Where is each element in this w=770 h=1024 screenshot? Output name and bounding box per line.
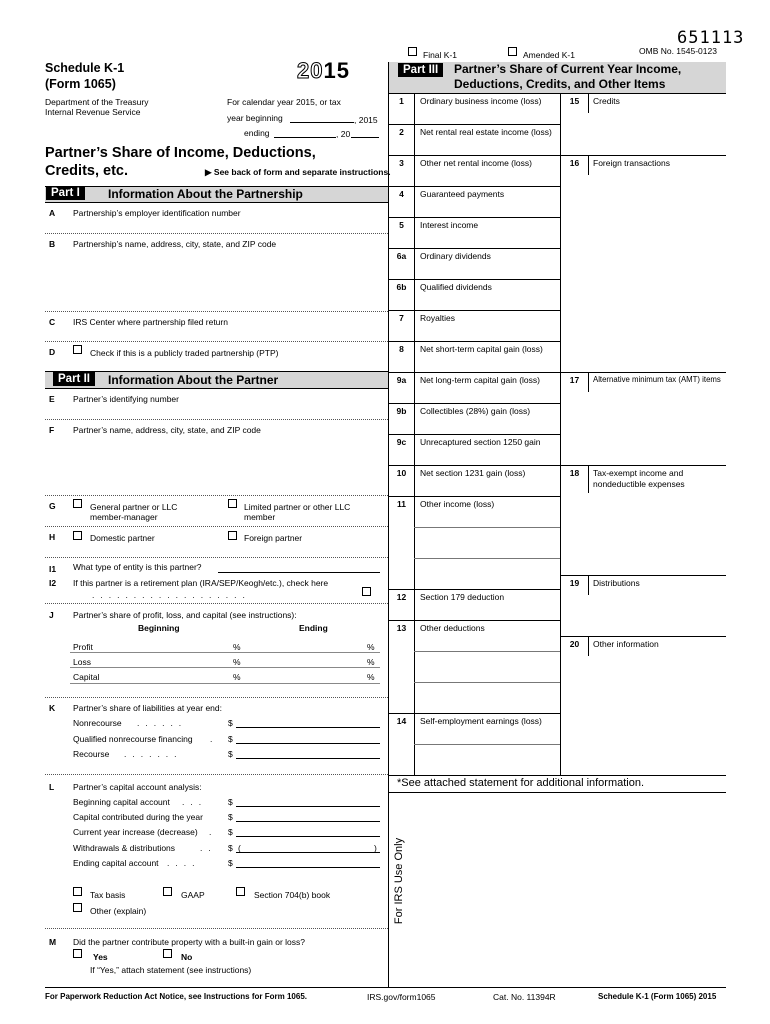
part3-line-2-number: 2 <box>399 127 404 137</box>
line-I2-letter: I2 <box>49 578 57 588</box>
limited-partner-checkbox[interactable] <box>228 499 237 508</box>
line-I2-label: If this partner is a retirement plan (IRA/SEP/Keogh/etc.), check here <box>73 578 329 588</box>
part3-line-14-number: 14 <box>396 716 407 726</box>
m-note: If “Yes,” attach statement (see instructions) <box>90 965 252 975</box>
final-k1-label: Final K-1 <box>423 50 458 60</box>
beg-capital-dollar: $ <box>228 797 233 807</box>
line-E-label: Partner’s identifying number <box>73 394 179 404</box>
part3-line-7-label: Royalties <box>420 313 455 323</box>
general-partner-label: General partner or LLC <box>90 502 178 512</box>
capital-label: Capital <box>73 672 100 682</box>
part3-line-10[interactable] <box>389 465 560 496</box>
line-B-label: Partnership’s name, address, city, state, and ZIP code <box>73 239 277 249</box>
line-A-label: Partnership’s employer identification number <box>73 208 241 218</box>
line-F-letter: F <box>49 425 55 435</box>
line-M-letter: M <box>49 937 57 947</box>
omb-number: OMB No. 1545-0123 <box>639 46 717 56</box>
year-beginning-label: year beginning <box>227 113 283 123</box>
gaap-checkbox[interactable] <box>163 887 172 896</box>
withdrawals-dollar: $ <box>228 843 233 853</box>
form-id: 651113 <box>677 28 745 48</box>
part3-line-13-number: 13 <box>396 623 407 633</box>
part3-line-13[interactable] <box>389 620 560 651</box>
part3-line-14-label: Self-employment earnings (loss) <box>420 716 542 726</box>
part3-line-9b-number: 9b <box>396 406 407 416</box>
footer-form-ref: Schedule K-1 (Form 1065) 2015 <box>598 992 717 1001</box>
year-2015-label: , 2015 <box>354 115 378 125</box>
ending-capital-label: Ending capital account <box>73 858 159 868</box>
part3-line-19-number: 19 <box>569 578 580 588</box>
part3-line-16[interactable] <box>561 155 726 185</box>
part3-line-1-number: 1 <box>399 96 404 106</box>
line-I1-label: What type of entity is this partner? <box>73 562 202 572</box>
part3-line-9c[interactable] <box>389 434 560 465</box>
schedule-title: Schedule K-1 <box>45 61 125 75</box>
part1-label: Part I <box>46 186 85 200</box>
part3-title-line1: Partner’s Share of Current Year Income, <box>454 62 682 76</box>
part3-line-11[interactable] <box>389 496 560 527</box>
j-beginning-header: Beginning <box>138 623 180 633</box>
line-K-label: Partner’s share of liabilities at year end: <box>73 703 222 713</box>
entity-type-field[interactable] <box>218 572 380 573</box>
qnf-dollar: $ <box>228 734 233 744</box>
see-back-note: ▶ See back of form and separate instructions. <box>205 167 391 177</box>
nonrecourse-dollar: $ <box>228 718 233 728</box>
irs: Internal Revenue Service <box>45 107 141 117</box>
part3-line-12-label: Section 179 deduction <box>420 592 505 602</box>
recourse-label: Recourse <box>73 749 110 759</box>
part3-line-18-label2: nondeductible expenses <box>593 479 685 489</box>
part3-line-11-number: 11 <box>397 499 406 509</box>
part3-line-14[interactable] <box>389 713 560 744</box>
contributed-field[interactable] <box>236 821 380 822</box>
m-no-label: No <box>181 952 193 962</box>
limited-partner-label2: member <box>244 512 276 522</box>
dept-treasury: Department of the Treasury <box>45 97 149 107</box>
gaap-label: GAAP <box>181 890 205 900</box>
m-yes-label: Yes <box>93 952 108 962</box>
line-C-letter: C <box>49 317 56 327</box>
profit-label: Profit <box>73 642 93 652</box>
attached-statement-note: *See attached statement for additional information. <box>397 777 645 789</box>
profit-end-pct: % <box>367 642 375 652</box>
m-yes-checkbox[interactable] <box>73 949 82 958</box>
nonrecourse-field[interactable] <box>236 727 380 728</box>
part3-line-1[interactable] <box>389 93 560 124</box>
qnf-label: Qualified nonrecourse financing <box>73 734 193 744</box>
loss-beg-pct: % <box>233 657 241 667</box>
final-k1-checkbox[interactable] <box>408 47 417 56</box>
irs-use-only: For IRS Use Only <box>393 837 405 925</box>
tax-year <box>297 58 350 84</box>
part3-line-6a-label: Ordinary dividends <box>420 251 491 261</box>
part3-line-3-number: 3 <box>399 158 404 168</box>
part1-title: Information About the Partnership <box>108 187 303 201</box>
part3-line-18-label: Tax-exempt income and <box>593 468 684 478</box>
part3-line-15[interactable] <box>561 93 726 123</box>
part3-line-6a[interactable] <box>389 248 560 279</box>
part3-line-17[interactable] <box>561 372 726 402</box>
line-J-letter: J <box>49 610 54 620</box>
part3-line-3[interactable] <box>389 155 560 186</box>
recourse-field[interactable] <box>236 758 380 759</box>
year-beginning-field[interactable] <box>290 122 354 123</box>
m-no-checkbox[interactable] <box>163 949 172 958</box>
part3-line-6a-number: 6a <box>396 251 407 261</box>
j-ending-header: Ending <box>299 623 328 633</box>
part3-line-1-label: Ordinary business income (loss) <box>420 96 542 106</box>
beg-capital-field[interactable] <box>236 806 380 807</box>
withdrawals-label: Withdrawals & distributions <box>73 843 176 853</box>
sec704-checkbox[interactable] <box>236 887 245 896</box>
domestic-partner-label: Domestic partner <box>90 533 155 543</box>
part3-line-4[interactable] <box>389 186 560 217</box>
part3-line-8[interactable] <box>389 341 560 372</box>
amended-k1-checkbox[interactable] <box>508 47 517 56</box>
ending-capital-dollar: $ <box>228 858 233 868</box>
line-I1-letter: I1 <box>49 564 57 574</box>
ending-field[interactable] <box>274 137 336 138</box>
tax-basis-checkbox[interactable] <box>73 887 82 896</box>
line-G-letter: G <box>49 501 56 511</box>
part3-line-9c-label: Unrecaptured section 1250 gain <box>420 437 541 447</box>
part3-line-10-label: Net section 1231 gain (loss) <box>420 468 526 478</box>
line-F-label: Partner’s name, address, city, state, and ZIP code <box>73 425 261 435</box>
retirement-plan-checkbox[interactable] <box>362 587 371 596</box>
line-D-label: Check if this is a publicly traded partnership (PTP) <box>90 348 279 358</box>
withdrawals-field[interactable] <box>236 852 380 853</box>
cat-number: Cat. No. 11394R <box>493 992 556 1002</box>
part3-line-11-label: Other income (loss) <box>420 499 495 509</box>
loss-label: Loss <box>73 657 91 667</box>
part3-line-9c-number: 9c <box>396 437 407 447</box>
part3-line-12-number: 12 <box>396 592 407 602</box>
part3-line-9b[interactable] <box>389 403 560 434</box>
part3-line-19[interactable] <box>561 575 726 605</box>
part3-line-9a[interactable] <box>389 372 560 403</box>
irs-url[interactable]: IRS.gov/form1065 <box>367 992 436 1002</box>
limited-partner-label: Limited partner or other LLC <box>244 502 351 512</box>
part3-line-20[interactable] <box>561 636 726 666</box>
part3-line-15-label: Credits <box>593 96 620 106</box>
part3-line-19-label: Distributions <box>593 578 640 588</box>
part3-line-9b-label: Collectibles (28%) gain (loss) <box>420 406 531 416</box>
line-J-label: Partner’s share of profit, loss, and capital (see instructions): <box>73 610 297 620</box>
form-number: (Form 1065) <box>45 77 116 91</box>
part3-line-16-number: 16 <box>569 158 580 168</box>
line-K-letter: K <box>49 703 56 713</box>
part3-line-12[interactable] <box>389 589 560 620</box>
part3-line-4-label: Guaranteed payments <box>420 189 505 199</box>
nonrecourse-label: Nonrecourse <box>73 718 122 728</box>
capital-end-pct: % <box>367 672 375 682</box>
beg-capital-label: Beginning capital account <box>73 797 170 807</box>
part3-line-3-label: Other net rental income (loss) <box>420 158 532 168</box>
domestic-partner-checkbox[interactable] <box>73 531 82 540</box>
withdrawals-paren-open: ( <box>238 843 241 853</box>
paperwork-notice: For Paperwork Reduction Act Notice, see Instructions for Form 1065. <box>45 992 307 1001</box>
withdrawals-paren-close: ) <box>374 843 377 853</box>
part2-title: Information About the Partner <box>108 373 279 387</box>
form-title-line2: Credits, etc. <box>45 163 128 179</box>
part3-line-13-label: Other deductions <box>420 623 485 633</box>
foreign-partner-checkbox[interactable] <box>228 531 237 540</box>
line-C-label: IRS Center where partnership filed return <box>73 317 228 327</box>
line-L-label: Partner’s capital account analysis: <box>73 782 202 792</box>
part3-line-9a-label: Net long-term capital gain (loss) <box>420 375 540 385</box>
ending-20-label: , 20 <box>336 129 351 139</box>
increase-label: Current year increase (decrease) <box>73 827 198 837</box>
contributed-dollar: $ <box>228 812 233 822</box>
foreign-partner-label: Foreign partner <box>244 533 303 543</box>
line-M-label: Did the partner contribute property with a built-in gain or loss? <box>73 937 305 947</box>
part3-line-18-number: 18 <box>569 468 580 478</box>
part3-line-8-label: Net short-term capital gain (loss) <box>420 344 543 354</box>
increase-dollar: $ <box>228 827 233 837</box>
part3-line-20-label: Other information <box>593 639 659 649</box>
form-title-line1: Partner’s Share of Income, Deductions, <box>45 145 316 161</box>
part3-title-line2: Deductions, Credits, and Other Items <box>454 77 666 91</box>
part3-line-5-label: Interest income <box>420 220 479 230</box>
part3-line-17-label: Alternative minimum tax (AMT) items <box>593 375 721 384</box>
year-suffix: 15 <box>323 58 350 83</box>
ending-year-field[interactable] <box>351 137 379 138</box>
general-partner-checkbox[interactable] <box>73 499 82 508</box>
part3-line-5[interactable] <box>389 217 560 248</box>
line-D-letter: D <box>49 347 56 357</box>
capital-beg-pct: % <box>233 672 241 682</box>
year-prefix: 20 <box>297 58 324 83</box>
recourse-dollar: $ <box>228 749 233 759</box>
part3-line-9a-number: 9a <box>396 375 407 385</box>
part3-line-20-number: 20 <box>569 639 580 649</box>
increase-field[interactable] <box>236 836 380 837</box>
line-H-letter: H <box>49 532 56 542</box>
part3-line-18[interactable] <box>561 465 726 495</box>
line-B-letter: B <box>49 239 56 249</box>
part3-line-4-number: 4 <box>399 189 404 199</box>
sec704-label: Section 704(b) book <box>254 890 331 900</box>
ptp-checkbox[interactable] <box>73 345 82 354</box>
part3-line-6b[interactable] <box>389 279 560 310</box>
calendar-year-label: For calendar year 2015, or tax <box>227 97 341 107</box>
general-partner-label2: member-manager <box>90 512 158 522</box>
qnf-field[interactable] <box>236 743 380 744</box>
part3-line-2[interactable] <box>389 124 560 155</box>
ending-capital-field[interactable] <box>236 867 380 868</box>
part3-line-5-number: 5 <box>399 220 404 230</box>
tax-basis-label: Tax basis <box>90 890 126 900</box>
part3-line-15-number: 15 <box>569 96 580 106</box>
part3-line-8-number: 8 <box>399 344 404 354</box>
part3-line-7-number: 7 <box>399 313 404 323</box>
profit-beg-pct: % <box>233 642 241 652</box>
line-A-letter: A <box>49 208 56 218</box>
part2-label: Part II <box>53 372 95 386</box>
part3-line-10-number: 10 <box>396 468 407 478</box>
amended-k1-label: Amended K-1 <box>523 50 575 60</box>
part3-line-17-number: 17 <box>569 375 580 385</box>
part3-line-6b-label: Qualified dividends <box>420 282 492 292</box>
part3-line-16-label: Foreign transactions <box>593 158 671 168</box>
line-L-letter: L <box>49 782 55 792</box>
other-explain-checkbox[interactable] <box>73 903 82 912</box>
line-E-letter: E <box>49 394 55 404</box>
part3-line-6b-number: 6b <box>396 282 407 292</box>
loss-end-pct: % <box>367 657 375 667</box>
part3-label: Part III <box>398 63 443 77</box>
ending-label: ending <box>244 128 270 138</box>
other-explain-label: Other (explain) <box>90 906 147 916</box>
part3-line-2-label: Net rental real estate income (loss) <box>420 127 552 137</box>
contributed-label: Capital contributed during the year <box>73 812 203 822</box>
part3-line-7[interactable] <box>389 310 560 341</box>
